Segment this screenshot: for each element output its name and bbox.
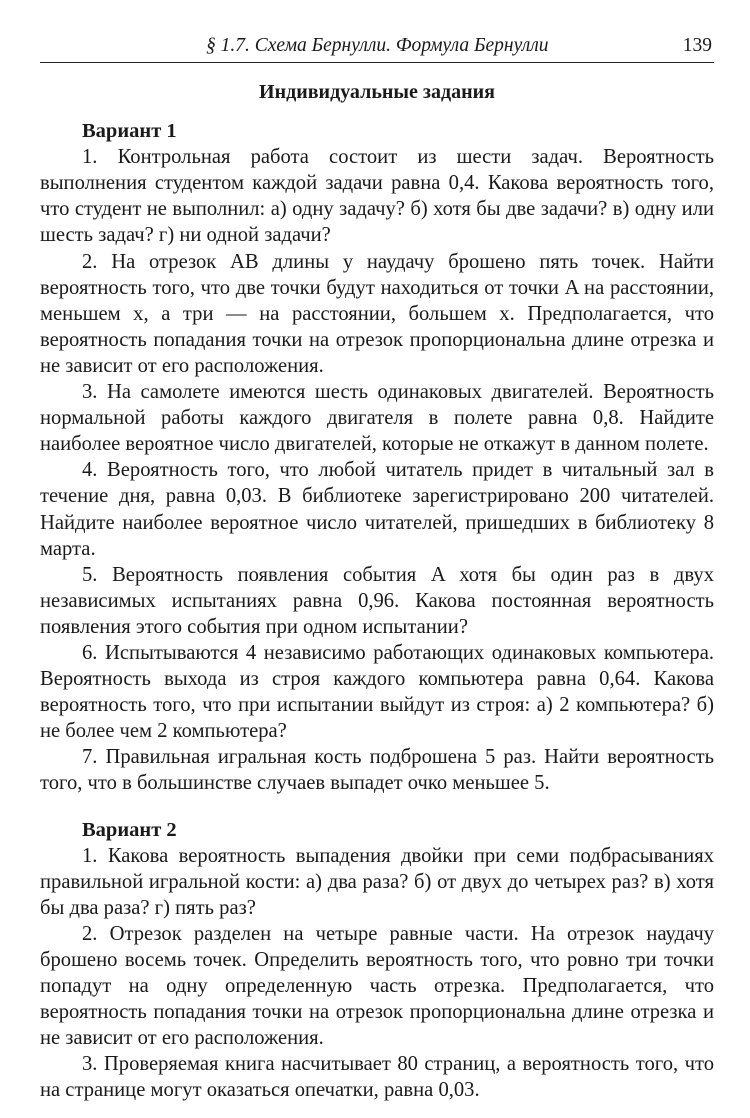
variant-title: Вариант 2 xyxy=(82,818,177,841)
variant-1 xyxy=(40,118,714,796)
page-body xyxy=(40,76,714,1104)
variant-title: Вариант 1 xyxy=(82,120,177,143)
task-paragraph: 5. Вероятность появления события A хотя бы один раз в двух независимых испытаниях равна 0,96. Какова постоянная вероятность появления этого события при одном испытании? xyxy=(40,563,714,638)
variant-2 xyxy=(40,817,714,1104)
task-paragraph: 1. Контрольная работа состоит из шести задач. Вероятность выполнения студентом каждой задачи равна 0,4. Какова вероятность того, что студент не выполнил: а) одну задачу? б) хотя бы две задачи? в) одну или шесть задач? г) ни одной задачи? xyxy=(40,146,714,247)
task-paragraph: 4. Вероятность того, что любой читатель придет в читальный зал в течение дня, равна 0,03. В библиотеке зарегистрировано 200 читателей. Найдите наиболее вероятное число читателей, пришедших в библиотеку 8 марта. xyxy=(40,459,714,560)
running-title: § 1.7. Схема Бернулли. Формула Бернулли xyxy=(206,35,549,56)
task-paragraph: 6. Испытываются 4 независимо работающих одинаковых компьютера. Вероятность выхода из строя каждого компьютера равна 0,64. Какова вероятность того, что при испытании выйдут из строя: а) 2 компьютера? б) не более чем 2 компьютера? xyxy=(40,641,714,743)
section-title: Индивидуальные задания xyxy=(259,81,495,103)
task-paragraph: 3. Проверяемая книга насчитывает 80 страниц, а вероятность того, что на странице могут оказаться опечатки, равна 0,03. xyxy=(40,1053,714,1102)
page-number: 139 xyxy=(682,35,712,56)
task-paragraph: 2. Отрезок разделен на четыре равные части. На отрезок наудачу брошено восемь точек. Определить вероятность того, что ровно три точки попадут на одну определенную часть отрезка. Предполагается, что вероятность попадания точки на отрезок пропорциональна длине отрезка и не зависит от его расположения. xyxy=(40,922,714,1050)
running-header xyxy=(40,30,714,63)
task-paragraph: 2. На отрезок AB длины y наудачу брошено пять точек. Найти вероятность того, что две точки будут находиться от точки A на расстоянии, меньшем x, а три — на расстоянии, большем x. Предполагается, что вероятность попадания точки на отрезок пропорциональна длине отрезка и не зависит от его расположения. xyxy=(40,250,714,377)
task-paragraph: 3. На самолете имеются шесть одинаковых двигателей. Вероятность нормальной работы каждого двигателя в полете равна 0,8. Найдите наиболее вероятное число двигателей, которые не откажут в данном полете. xyxy=(40,381,714,456)
task-paragraph: 7. Правильная игральная кость подброшена 5 раз. Найти вероятность того, что в большинстве случаев выпадет очко меньшее 5. xyxy=(40,746,714,795)
task-paragraph: 1. Какова вероятность выпадения двойки при семи подбрасываниях правильной игральной кости: а) два раза? б) от двух до четырех раз? в) хотя бы два раза? г) пять раз? xyxy=(40,844,714,919)
